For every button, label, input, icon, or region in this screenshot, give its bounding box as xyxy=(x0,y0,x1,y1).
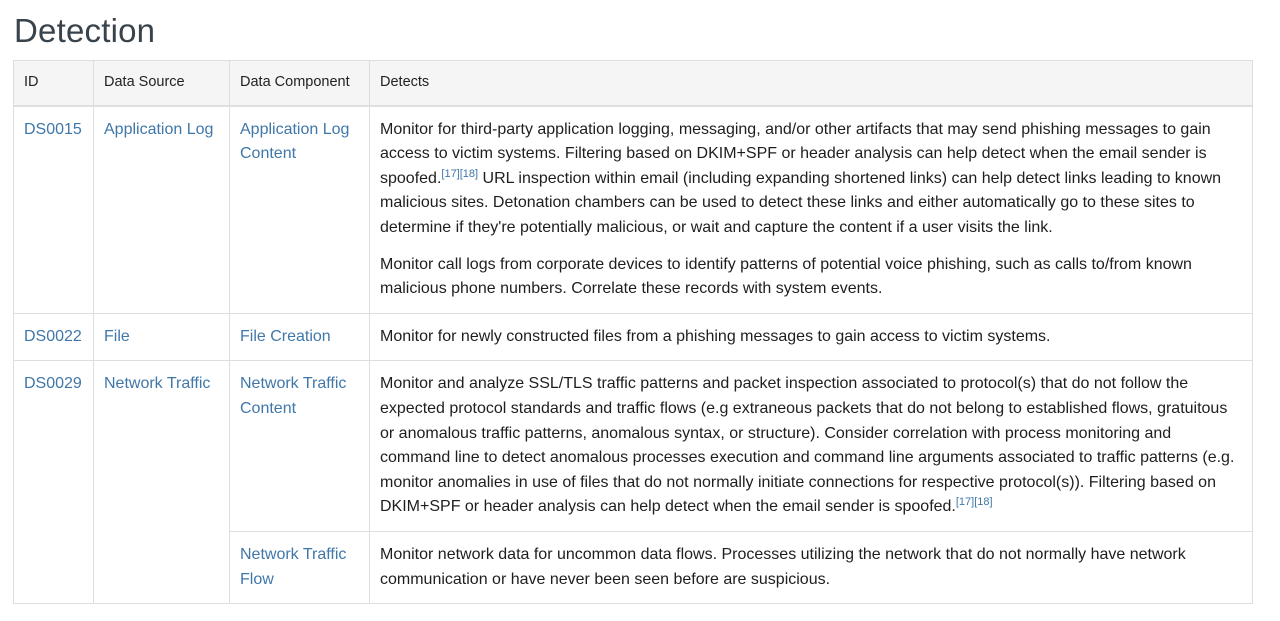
table-row xyxy=(14,313,1253,361)
data-component-cell xyxy=(230,106,370,314)
header-detects: Detects xyxy=(370,61,1253,106)
header-data-component: Data Component xyxy=(230,61,370,106)
id-cell xyxy=(14,106,94,314)
id-link[interactable]: DS0022 xyxy=(24,327,82,345)
detects-cell xyxy=(370,313,1253,361)
data-component-link[interactable]: Network Traffic Flow xyxy=(240,545,347,588)
header-data-source: Data Source xyxy=(94,61,230,106)
detects-text: URL inspection within email (including expanding shortened links) can help detect links leading to known malicious sites. Detonation chambers can be used to detect these links and either automatically go to these sites to determine if they're potentially malicious, or wait and capture the content if a user visits the link. xyxy=(380,169,1222,236)
data-component-link[interactable]: File Creation xyxy=(240,327,331,345)
detects-text: Monitor for third-party application logging, messaging, and/or other artifacts that may send phishing messages to gain access to victim systems. Filtering based on DKIM+SPF or header analysis can help detect when the email sender is spoofed. xyxy=(380,120,1211,187)
detection-table xyxy=(13,60,1253,604)
data-component-cell xyxy=(230,531,370,603)
data-source-link[interactable]: Application Log xyxy=(104,120,214,138)
data-source-cell xyxy=(94,361,230,604)
detects-paragraph xyxy=(380,372,1242,520)
table-row xyxy=(14,361,1253,532)
data-source-link[interactable]: Network Traffic xyxy=(104,375,211,393)
table-header-row xyxy=(14,61,1253,106)
table-row xyxy=(14,106,1253,314)
section-title: Detection xyxy=(14,12,156,49)
header-id: ID xyxy=(14,61,94,106)
detects-text: Monitor and analyze SSL/TLS traffic patterns and packet inspection associated to protocol(s) that do not follow the expected protocol standards and traffic flows (e.g extraneous packets that do not belong to established flows, gratuitous or anomalous traffic patterns, anomalous syntax, or structure). Consider correlation with process monitoring and command line to detect anomalous processes execution and command line arguments associated to traffic patterns (e.g. monitor anomalies in use of files that do not normally initiate connections for respective protocol(s)). Filtering based on DKIM+SPF or header analysis can help detect when the email sender is spoofed. xyxy=(380,375,1235,516)
data-source-link[interactable]: File xyxy=(104,327,130,345)
detects-cell xyxy=(370,106,1253,314)
id-link[interactable]: DS0015 xyxy=(24,120,82,138)
citation-link[interactable]: [17][18] xyxy=(955,496,993,509)
detects-paragraph: Monitor network data for uncommon data flows. Processes utilizing the network that do not normally have network communication or have never been seen before are suspicious. xyxy=(380,545,1186,588)
data-component-link[interactable]: Network Traffic Content xyxy=(240,375,347,417)
data-source-cell xyxy=(94,106,230,314)
data-component-cell xyxy=(230,313,370,361)
citation-link[interactable]: [17][18] xyxy=(441,167,479,180)
id-cell xyxy=(14,361,94,604)
data-component-link[interactable]: Application Log Content xyxy=(240,120,350,163)
data-component-cell xyxy=(230,361,370,532)
detects-cell xyxy=(370,531,1253,603)
detects-paragraph: Monitor for newly constructed files from a phishing messages to gain access to victim systems. xyxy=(380,327,1051,345)
detects-paragraph: Monitor call logs from corporate devices to identify patterns of potential voice phishing, such as calls to/from known malicious phone numbers. Correlate these records with system events. xyxy=(380,255,1192,298)
detects-paragraph xyxy=(380,118,1242,241)
id-cell xyxy=(14,313,94,361)
data-source-cell xyxy=(94,313,230,361)
detects-cell xyxy=(370,361,1253,532)
id-link[interactable]: DS0029 xyxy=(24,375,82,393)
